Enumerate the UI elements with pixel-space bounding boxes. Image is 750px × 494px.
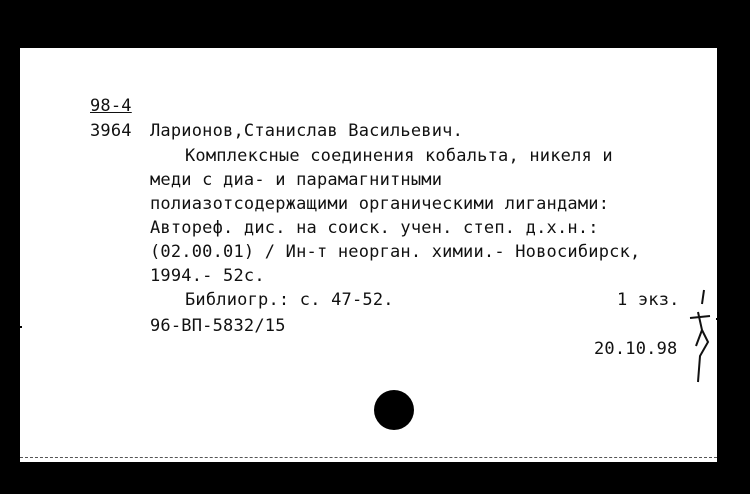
scan-edge-mark xyxy=(716,318,750,320)
handwritten-mark-icon xyxy=(680,286,716,386)
author-name: Ларионов,Станислав Васильевич. xyxy=(150,121,464,141)
card-punch-hole xyxy=(374,390,414,430)
bibliography-note: Библиогр.: с. 47-52. xyxy=(185,290,394,310)
title-line: полиазотсодержащими органическими лигандами: xyxy=(150,194,610,214)
title-line: 1994.- 52с. xyxy=(150,266,265,286)
title-line: Автореф. дис. на соиск. учен. степ. д.х.н.: xyxy=(150,218,599,238)
date-stamp: 20.10.98 xyxy=(594,339,678,359)
title-line: меди с диа- и парамагнитными xyxy=(150,170,443,190)
catalog-card xyxy=(20,48,717,462)
class-code: 98-4 xyxy=(90,96,132,116)
card-number: 3964 xyxy=(90,121,132,141)
copies-count: 1 экз. xyxy=(617,290,680,310)
scan-edge-line xyxy=(20,457,717,458)
inventory-number: 96-ВП-5832/15 xyxy=(150,316,286,336)
title-line: (02.00.01) / Ин-т неорган. химии.- Новосибирск, xyxy=(150,242,641,262)
title-line: Комплексные соединения кобальта, никеля и xyxy=(185,146,613,166)
scan-edge-mark xyxy=(0,326,22,328)
